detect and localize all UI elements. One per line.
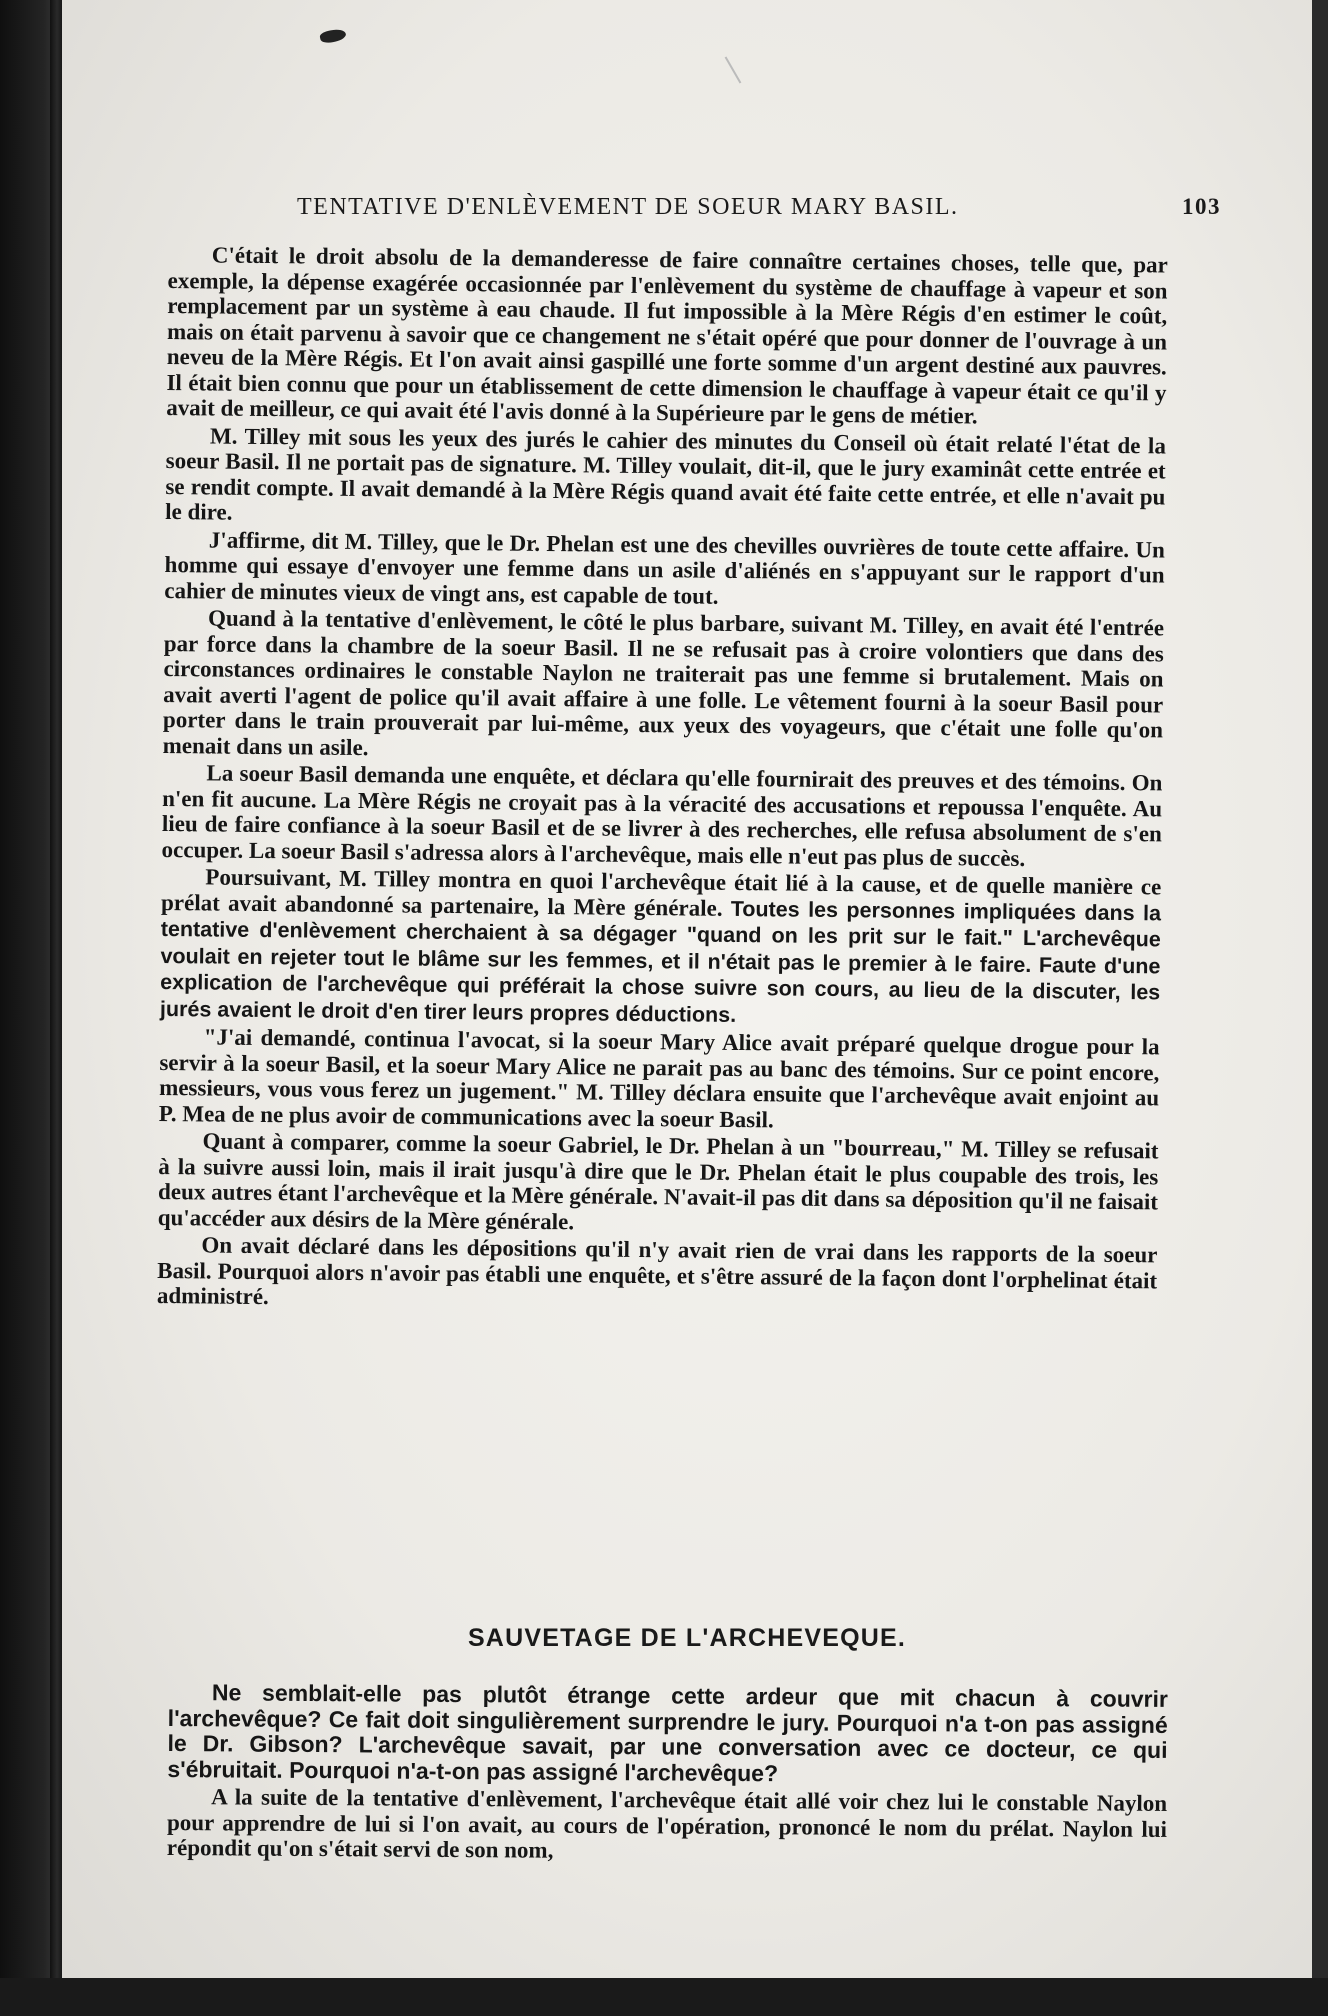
paragraph: J'affirme, dit M. Tilley, que le Dr. Phelan est une des chevilles ouvrières de toute cette affaire. Un homme qui essaye d'envoyer une femme dans un asile d'aliénés en s'appuyant sur le rapport d'un cahier de minutes vieux de vingt ans, est capable de tout. <box>164 526 1165 609</box>
paragraph <box>160 864 1162 1032</box>
running-header <box>297 194 1221 234</box>
film-border-right <box>1312 0 1328 2016</box>
book-page <box>62 0 1312 1978</box>
section-heading: SAUVETAGE DE L'ARCHEVEQUE. <box>467 1624 907 1652</box>
paragraph: Quant à comparer, comme la soeur Gabriel, le Dr. Phelan à un "bourreau," M. Tilley se refusait à la suivre aussi loin, mais il irait jusqu'à dire que le Dr. Phelan était le plus coupable des trois, les deux autres étant l'archevêque et la Mère générale. N'avait-il pas dit dans sa déposition qu'il ne faisait qu'accéder aux désirs de la Mère générale. <box>157 1128 1159 1234</box>
ink-blot <box>319 27 347 44</box>
paragraph: On avait déclaré dans les dépositions qu'il n'y avait rien de vrai dans les rapports de la soeur Basil. Pourquoi alors n'avoir pas établi une enquête, et s'être assuré de la façon dont l'orphelinat était administré. <box>156 1232 1158 1310</box>
paragraph-sans-part: Toutes les personnes impliquées dans la tentative d'enlèvement cherchaient à sa dégager "quand on les prit sur le fait." L'archevêque voulait en rejeter tout le blâme sur les femmes, et il n'était pas le premier à le faire. Faute d'une explication de l'archevêque qui préférait la chose suivre son cours, au lieu de la discuter, les jurés avaient le droit d'en tirer leurs propres déductions. <box>159 896 1162 1027</box>
paragraph: La soeur Basil demanda une enquête, et déclara qu'elle fournirait des preuves et des témoins. On n'en fit aucune. La Mère Régis ne croyait pas à la véracité des accusations et repoussa l'enquête. Au lieu de faire confiance à la soeur Basil et de se livrer à des recherches, elle refusa absolument de s'en occuper. La soeur Basil s'adressa alors à l'archevêque, mais elle n'eut pas plus de succès. <box>161 760 1163 871</box>
page-scratch <box>725 57 742 84</box>
page-number: 103 <box>1182 194 1221 219</box>
paragraph: Quand à la tentative d'enlèvement, le côté le plus barbare, suivant M. Tilley, en avait été l'entrée par force dans la chambre de la soeur Basil. Il ne se refusait pas à croire volontiers que dans des circonstances ordinaires le constable Naylon ne traiterait pas une femme si brutalement. Mais on avait averti l'agent de police qu'il avait affaire à une folle. Le vêtement fourni à la soeur Basil pour porter dans le train prouverait par lui-même, aux yeux des voyageurs, que c'était une folle qu'on menait dans un asile. <box>162 605 1165 760</box>
paragraph: M. Tilley mit sous les yeux des jurés le cahier des minutes du Conseil où était relaté l'état de la soeur Basil. Il ne portait pas de signature. M. Tilley voulait, dit-il, que le jury examinât cette entrée et se rendit compte. Il avait demandé à la Mère Régis quand avait été faite cette entrée, et elle n'avait pu le dire. <box>165 422 1167 525</box>
main-text <box>157 242 1168 1321</box>
paragraph: C'était le droit absolu de la demanderesse de faire connaître certaines choses, telle que, par exemple, la dépense exagérée occasionnée par l'enlèvement du système de chauffage à vapeur et son remplacement par un système à eau chaude. Il fut impossible à la Mère Régis d'en estimer le coût, mais on était parvenu à savoir que ce changement ne s'était opéré que pour donner de l'ouvrage à un neveu de la Mère Régis. Et l'on avait ainsi gaspillé une forte somme d'un argent destiné aux pauvres. Il était bien connu que pour un établissement de cette dimension le chauffage à vapeur était ce qu'il y avait de meilleur, ce qui avait été l'avis donné à la Supérieure par le gens de métier. <box>166 242 1168 429</box>
paragraph: "J'ai demandé, continua l'avocat, si la soeur Mary Alice avait préparé quelque drogue pour la servir à la soeur Basil, et la soeur Mary Alice ne parait pas au banc des témoins. Sur ce point encore, messieurs, vous vous ferez un jugement." M. Tilley déclara ensuite que l'archevêque avait enjoint au P. Mea de ne plus avoir de communications avec la soeur Basil. <box>158 1024 1160 1132</box>
paragraph-serif-part: Poursuivant, M. Tilley montra en quoi l'archevêque était lié à la cause, et de quelle manière ce prélat avait abandonné sa partenaire, la Mère générale. <box>160 864 1162 921</box>
section-text <box>167 1680 1168 1869</box>
paragraph: A la suite de la tentative d'enlèvement, l'archevêque était allé voir chez lui le constable Naylon pour apprendre de lui si l'on avait, au cours de l'opération, prononcé le nom du prélat. Naylon lui répondit qu'on s'était servi de son nom, <box>166 1784 1168 1863</box>
running-title: TENTATIVE D'ENLÈVEMENT DE SOEUR MARY BASIL. <box>297 194 959 220</box>
paragraph: Ne semblait-elle pas plutôt étrange cette ardeur que mit chacun à couvrir l'archevêque? Ce fait doit singulièrement surprendre le jury. Pourquoi n'a t-on pas assigné le Dr. Gibson? L'archevêque savait, par une conversation avec ce docteur, ce qui s'ébruitait. Pourquoi n'a-t-on pas assigné l'archevêque? <box>167 1679 1168 1786</box>
film-border-bottom <box>0 1978 1328 2016</box>
